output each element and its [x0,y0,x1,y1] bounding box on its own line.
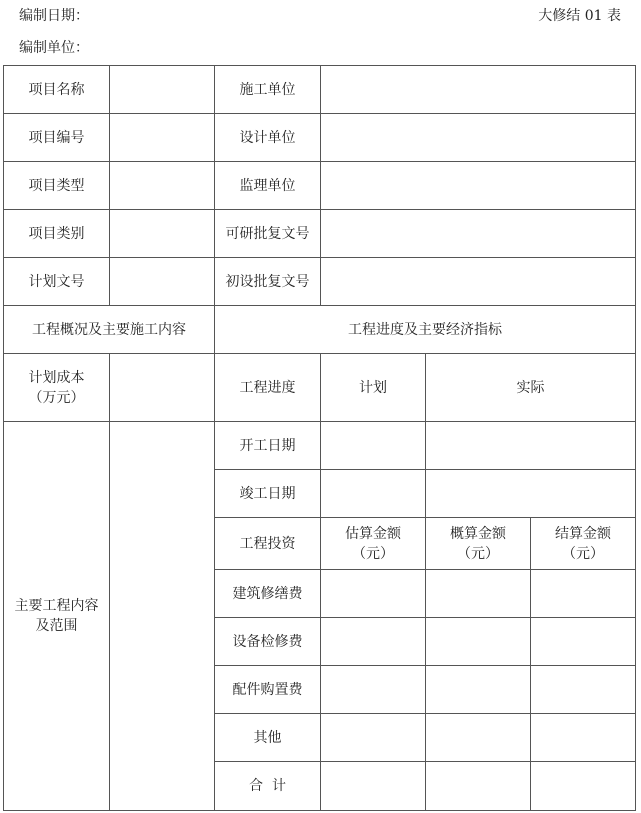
date-label: 编制日期： [19,8,89,24]
completion-date-plan-value[interactable] [321,470,426,518]
scope-label-line2: 及范围 [35,618,78,634]
completion-date-label: 竣工日期 [215,470,321,518]
project-number-label: 项目编号 [4,114,110,162]
scope-value[interactable] [110,422,215,811]
equipment-overhaul-cost-label: 设备检修费 [215,618,321,666]
table-row [4,162,636,210]
project-type-value[interactable] [110,162,215,210]
table-row [4,210,636,258]
other-estimate[interactable] [321,714,426,762]
project-category-label: 项目类别 [4,210,110,258]
overview-section-heading: 工程概况及主要施工内容 [4,306,215,354]
parts-purchase-cost-label: 配件购置费 [215,666,321,714]
settlement-form-table [3,65,636,811]
equipment-overhaul-estimate[interactable] [321,618,426,666]
estimate-amount-header-line1: 估算金额 [345,525,401,542]
table-row [4,66,636,114]
unit-label: 编制单位： [19,40,89,56]
design-unit-value[interactable] [321,114,636,162]
budget-amount-header [426,518,531,570]
plan-column-header: 计划 [321,354,426,422]
planned-cost-label [4,354,110,422]
scope-label-line1: 主要工程内容 [14,598,99,614]
preliminary-design-approval-label: 初设批复文号 [215,258,321,306]
supervision-unit-value[interactable] [321,162,636,210]
project-type-label: 项目类型 [4,162,110,210]
construction-unit-value[interactable] [321,66,636,114]
other-settlement[interactable] [531,714,636,762]
estimate-amount-header [321,518,426,570]
other-cost-label: 其他 [215,714,321,762]
settlement-amount-header-line1: 结算金额 [555,525,612,542]
feasibility-approval-label: 可研批复文号 [215,210,321,258]
building-repair-estimate[interactable] [321,570,426,618]
actual-column-header: 实际 [426,354,636,422]
equipment-overhaul-settlement[interactable] [531,618,636,666]
other-budget[interactable] [426,714,531,762]
plan-document-label: 计划文号 [4,258,110,306]
start-date-plan-value[interactable] [321,422,426,470]
project-category-value[interactable] [110,210,215,258]
settlement-amount-header-unit: （元） [562,545,605,562]
total-estimate[interactable] [321,762,426,811]
completion-date-actual-value[interactable] [426,470,636,518]
building-repair-budget[interactable] [426,570,531,618]
supervision-unit-label: 监理单位 [215,162,321,210]
table-row [4,422,636,470]
parts-purchase-estimate[interactable] [321,666,426,714]
progress-label: 工程进度 [215,354,321,422]
plan-document-value[interactable] [110,258,215,306]
feasibility-approval-value[interactable] [321,210,636,258]
table-row [4,354,636,422]
building-repair-cost-label: 建筑修缮费 [215,570,321,618]
project-name-value[interactable] [110,66,215,114]
project-number-value[interactable] [110,114,215,162]
start-date-label: 开工日期 [215,422,321,470]
building-repair-settlement[interactable] [531,570,636,618]
table-row [4,258,636,306]
total-label: 合 计 [215,762,321,811]
table-row [4,306,636,354]
start-date-actual-value[interactable] [426,422,636,470]
planned-cost-label-unit: （万元） [28,389,85,406]
parts-purchase-settlement[interactable] [531,666,636,714]
progress-section-heading: 工程进度及主要经济指标 [215,306,636,354]
project-name-label: 项目名称 [4,66,110,114]
design-unit-label: 设计单位 [215,114,321,162]
investment-label: 工程投资 [215,518,321,570]
total-budget[interactable] [426,762,531,811]
preliminary-design-approval-value[interactable] [321,258,636,306]
budget-amount-header-unit: （元） [457,545,499,562]
parts-purchase-budget[interactable] [426,666,531,714]
table-row [4,114,636,162]
estimate-amount-header-unit: （元） [352,545,394,562]
form-code: 大修结 01 表 [538,8,621,24]
budget-amount-header-line1: 概算金额 [450,525,506,542]
construction-unit-label: 施工单位 [215,66,321,114]
settlement-amount-header [531,518,636,570]
total-settlement[interactable] [531,762,636,811]
equipment-overhaul-budget[interactable] [426,618,531,666]
scope-label [4,422,110,811]
planned-cost-label-line1: 计划成本 [28,369,85,386]
planned-cost-value[interactable] [110,354,215,422]
